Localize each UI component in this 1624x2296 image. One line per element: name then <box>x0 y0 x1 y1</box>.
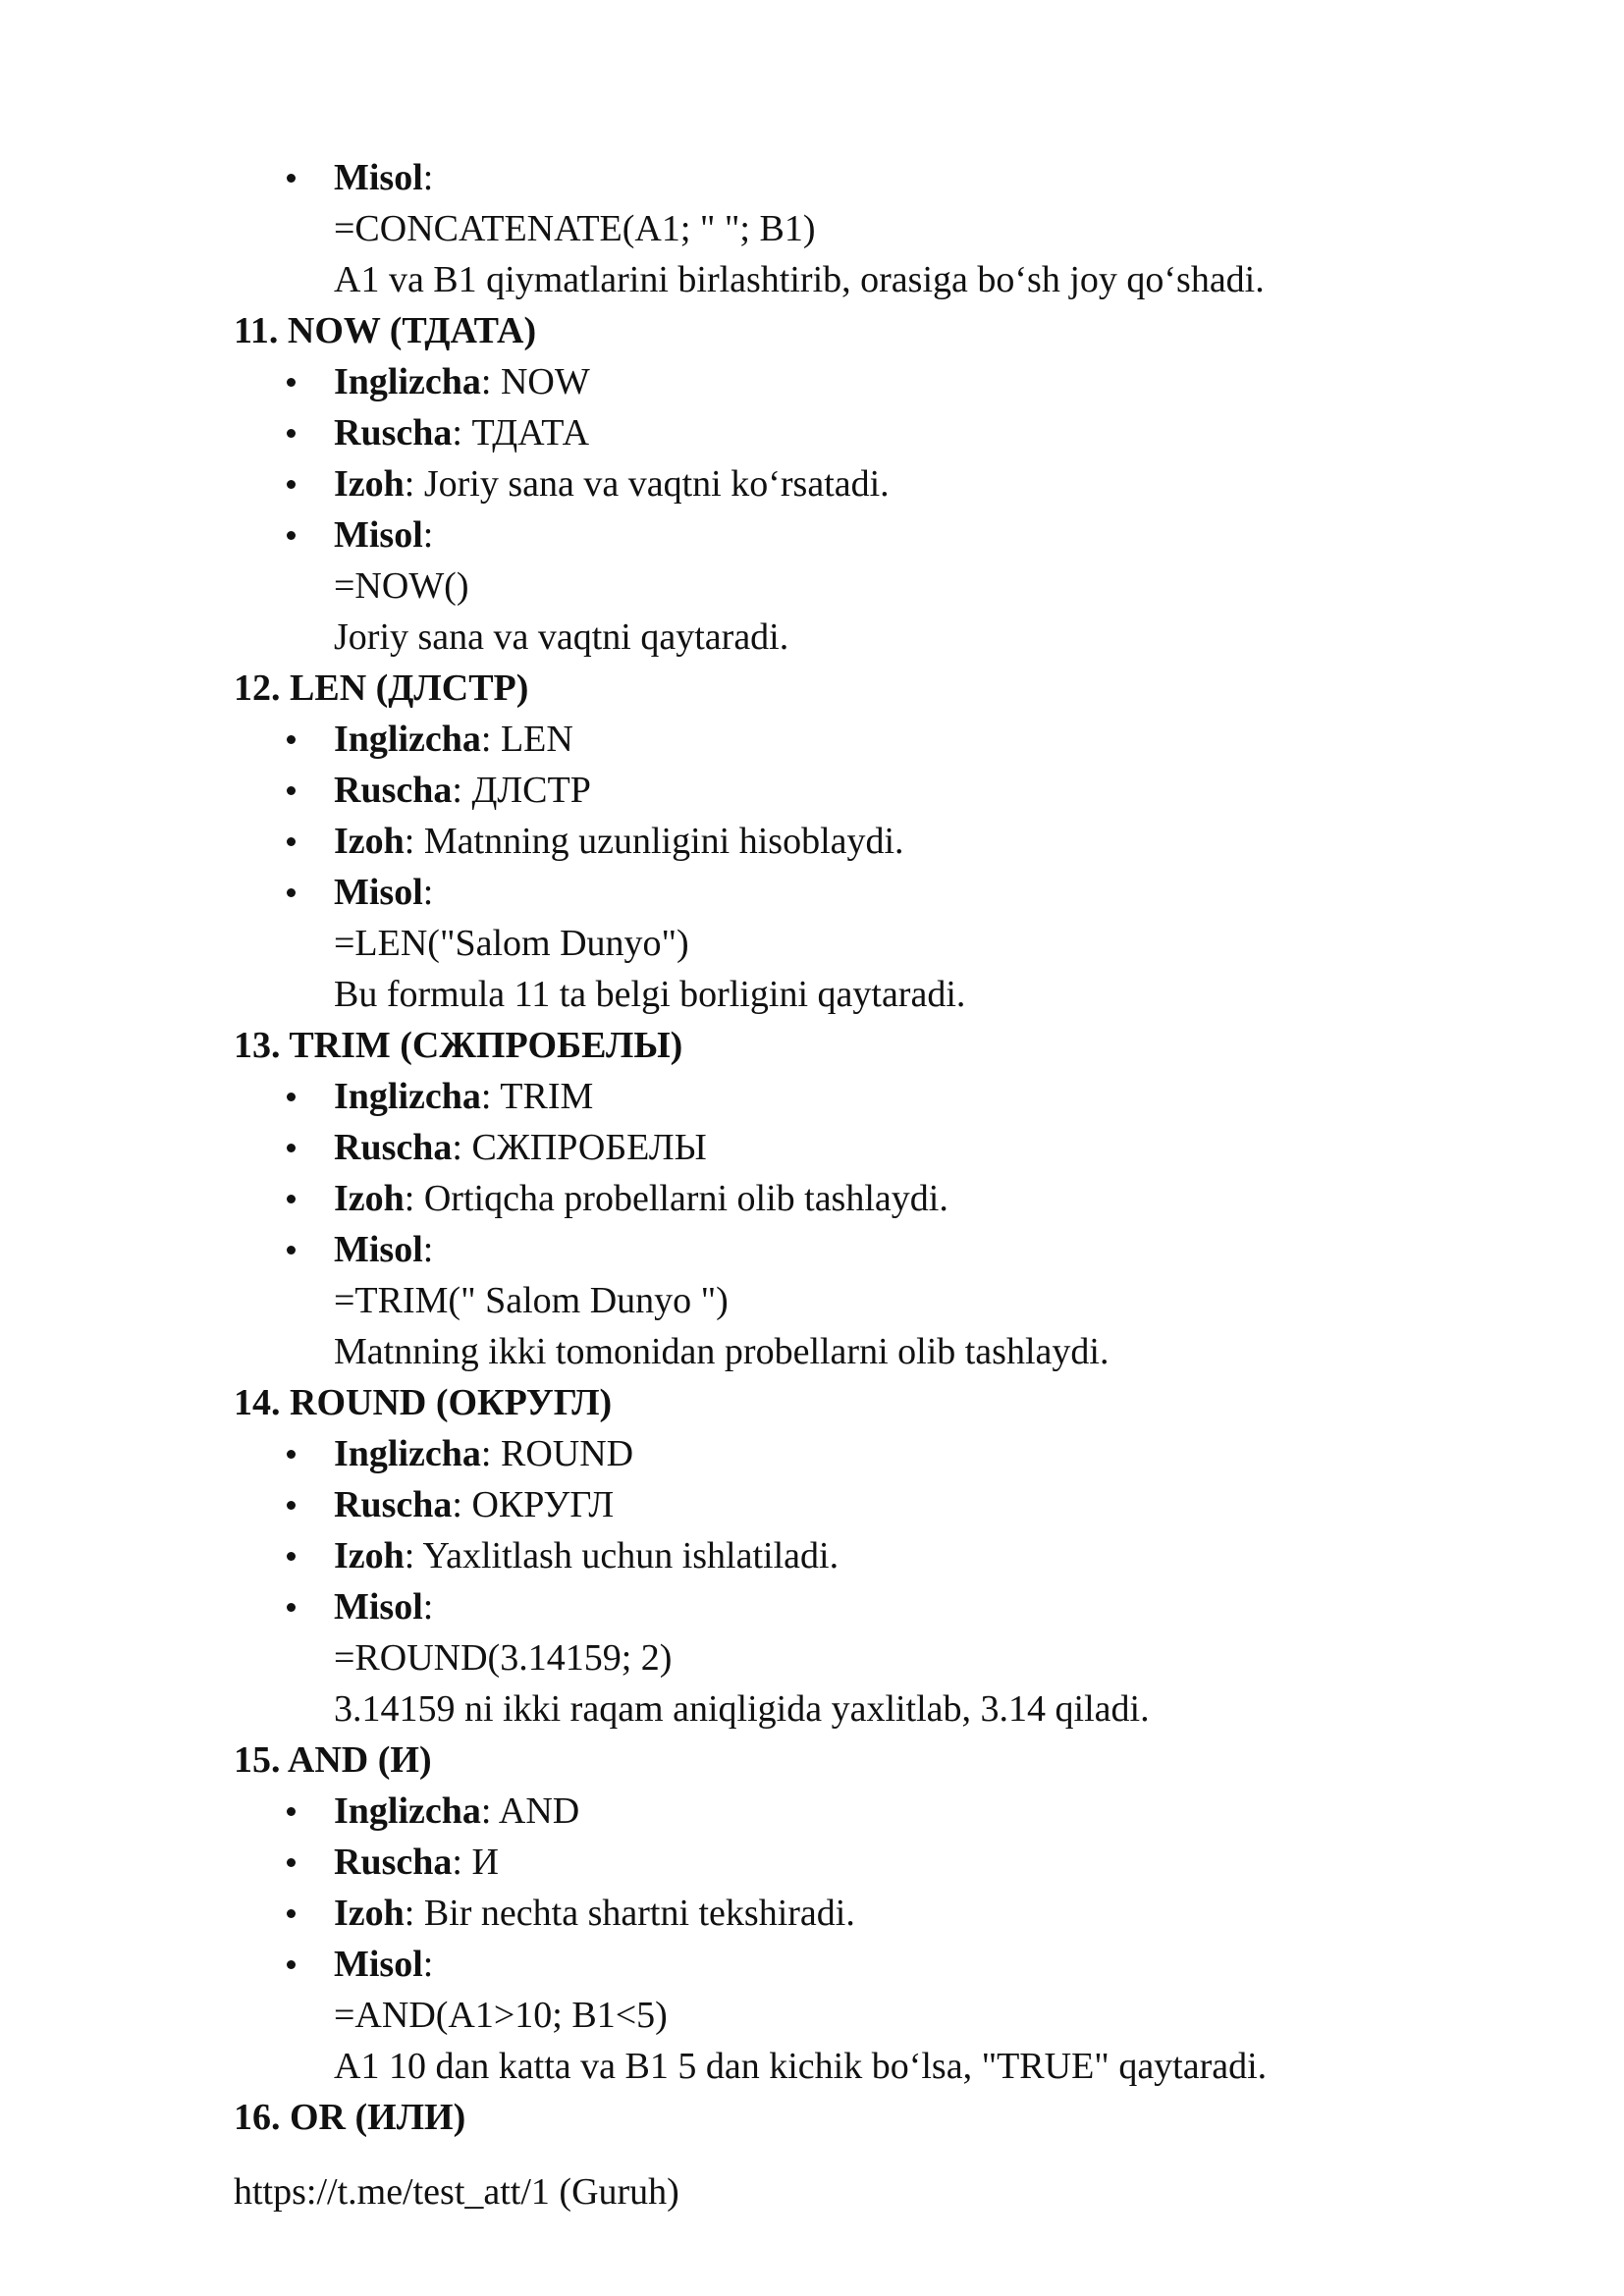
item-value: И <box>471 1842 499 1883</box>
list-item-izoh: Izoh: Ortiqcha probellarni olib tashlaydi. <box>234 1173 1510 1224</box>
item-value: ТДАТА <box>471 412 590 454</box>
bullet-dot <box>287 1909 296 1918</box>
item-value: СЖПРОБЕЛЫ <box>471 1127 707 1168</box>
bullet-dot <box>287 1093 296 1101</box>
example-result: Joriy sana va vaqtni qaytaradi. <box>334 616 789 658</box>
item-value: Matnning uzunligini hisoblaydi. <box>423 821 904 862</box>
section-heading: 13. TRIM (СЖПРОБЕЛЫ) <box>234 1025 683 1066</box>
list-item-ruscha: Ruscha: ОКРУГЛ <box>234 1479 1510 1530</box>
example-formula: =ROUND(3.14159; 2) <box>334 1637 673 1679</box>
bullet-dot <box>287 429 296 438</box>
section-heading: 15. AND (И) <box>234 1739 432 1781</box>
list-item-ruscha: Ruscha: СЖПРОБЕЛЫ <box>234 1122 1510 1173</box>
item-value: ДЛСТР <box>471 770 591 811</box>
list-item-ruscha: Ruscha: ТДАТА <box>234 407 1510 458</box>
list-item-misol: Misol: <box>234 1581 1510 1632</box>
item-label: Izoh <box>334 1535 405 1576</box>
example-result: Bu formula 11 ta belgi borligini qaytaradi. <box>334 974 966 1015</box>
intro-example-label: Misol <box>334 157 423 198</box>
item-label: Inglizcha <box>334 1790 481 1832</box>
bullet-dot <box>287 480 296 489</box>
list-item-ruscha: Ruscha: ДЛСТР <box>234 765 1510 816</box>
section-heading: 12. LEN (ДЛСТР) <box>234 667 529 709</box>
item-value: ОКРУГЛ <box>471 1484 615 1525</box>
list-item-misol: Misol: <box>234 509 1510 561</box>
example-formula: =TRIM(" Salom Dunyo ") <box>334 1280 729 1321</box>
item-label: Misol <box>334 1586 423 1628</box>
example-result: A1 10 dan katta va B1 5 dan kichik bo‘lsa, "TRUE" qaytaradi. <box>334 2046 1268 2087</box>
item-label: Izoh <box>334 1893 405 1934</box>
bullet-dot <box>287 1246 296 1255</box>
list-item-izoh: Izoh: Matnning uzunligini hisoblaydi. <box>234 816 1510 867</box>
item-label: Ruscha <box>334 770 453 811</box>
example-formula: =AND(A1>10; B1<5) <box>334 1995 668 2036</box>
item-label: Inglizcha <box>334 361 481 402</box>
item-value: Joriy sana va vaqtni ko‘rsatadi. <box>423 463 890 505</box>
example-result: 3.14159 ni ikki raqam aniqligida yaxlitlab, 3.14 qiladi. <box>334 1688 1150 1730</box>
item-label: Ruscha <box>334 412 453 454</box>
list-item-izoh: Izoh: Joriy sana va vaqtni ko‘rsatadi. <box>234 458 1510 509</box>
example-formula: =LEN("Salom Dunyo") <box>334 923 689 964</box>
item-label: Izoh <box>334 1178 405 1219</box>
list-item-izoh: Izoh: Yaxlitlash uchun ishlatiladi. <box>234 1530 1510 1581</box>
bullet-dot <box>287 1807 296 1816</box>
item-label: Izoh <box>334 463 405 505</box>
page-content <box>234 152 1510 2143</box>
bullet-dot <box>287 837 296 846</box>
list-item-inglizcha: Inglizcha: TRIM <box>234 1071 1510 1122</box>
item-label: Inglizcha <box>334 1433 481 1474</box>
list-item-misol: Misol: <box>234 1224 1510 1275</box>
list-item-ruscha: Ruscha: И <box>234 1837 1510 1888</box>
example-result: Matnning ikki tomonidan probellarni olib tashlaydi. <box>334 1331 1110 1372</box>
item-label: Misol <box>334 1229 423 1270</box>
item-value: LEN <box>500 719 573 760</box>
item-label: Izoh <box>334 821 405 862</box>
item-label: Misol <box>334 1944 423 1985</box>
bullet-dot <box>287 1450 296 1459</box>
footer-link-text: https://t.me/test_att/1 (Guruh) <box>234 2171 679 2213</box>
bullet-dot <box>287 1501 296 1510</box>
bullet-dot <box>287 786 296 795</box>
bullet-dot <box>287 1960 296 1969</box>
bullet-dot <box>287 378 296 387</box>
bullet-dot <box>287 1552 296 1561</box>
intro-example-label-line <box>234 152 1510 203</box>
colon: : <box>422 157 434 198</box>
list-item-misol: Misol: <box>234 867 1510 918</box>
list-item-inglizcha: Inglizcha: AND <box>234 1786 1510 1837</box>
item-value: Ortiqcha probellarni olib tashlaydi. <box>423 1178 948 1219</box>
list-item-izoh: Izoh: Bir nechta shartni tekshiradi. <box>234 1888 1510 1939</box>
section-heading: 16. OR (ИЛИ) <box>234 2097 466 2138</box>
list-item-misol: Misol: <box>234 1939 1510 1990</box>
intro-formula: =CONCATENATE(A1; " "; B1) <box>334 208 816 249</box>
bullet-dot <box>287 1603 296 1612</box>
item-label: Misol <box>334 514 423 556</box>
bullet-dot <box>287 531 296 540</box>
bullet-dot <box>287 1858 296 1867</box>
bullet-dot <box>287 735 296 744</box>
intro-result: A1 va B1 qiymatlarini birlashtirib, orasiga bo‘sh joy qo‘shadi. <box>334 259 1265 300</box>
item-label: Ruscha <box>334 1484 453 1525</box>
item-value: Yaxlitlash uchun ishlatiladi. <box>422 1535 839 1576</box>
list-item-inglizcha: Inglizcha: ROUND <box>234 1428 1510 1479</box>
item-label: Misol <box>334 872 423 913</box>
item-label: Ruscha <box>334 1127 453 1168</box>
section-heading: 11. NOW (ТДАТА) <box>234 310 537 351</box>
bullet-dot <box>287 1144 296 1152</box>
list-item-inglizcha: Inglizcha: NOW <box>234 356 1510 407</box>
example-formula: =NOW() <box>334 565 469 607</box>
item-label: Ruscha <box>334 1842 453 1883</box>
bullet-dot <box>287 174 296 183</box>
bullet-dot <box>287 1195 296 1203</box>
item-value: AND <box>498 1790 580 1832</box>
item-value: NOW <box>500 361 590 402</box>
item-label: Inglizcha <box>334 1076 481 1117</box>
item-value: Bir nechta shartni tekshiradi. <box>423 1893 855 1934</box>
section-heading: 14. ROUND (ОКРУГЛ) <box>234 1382 613 1423</box>
item-label: Inglizcha <box>334 719 481 760</box>
item-value: TRIM <box>500 1076 594 1117</box>
bullet-dot <box>287 888 296 897</box>
list-item-inglizcha: Inglizcha: LEN <box>234 714 1510 765</box>
item-value: ROUND <box>500 1433 634 1474</box>
